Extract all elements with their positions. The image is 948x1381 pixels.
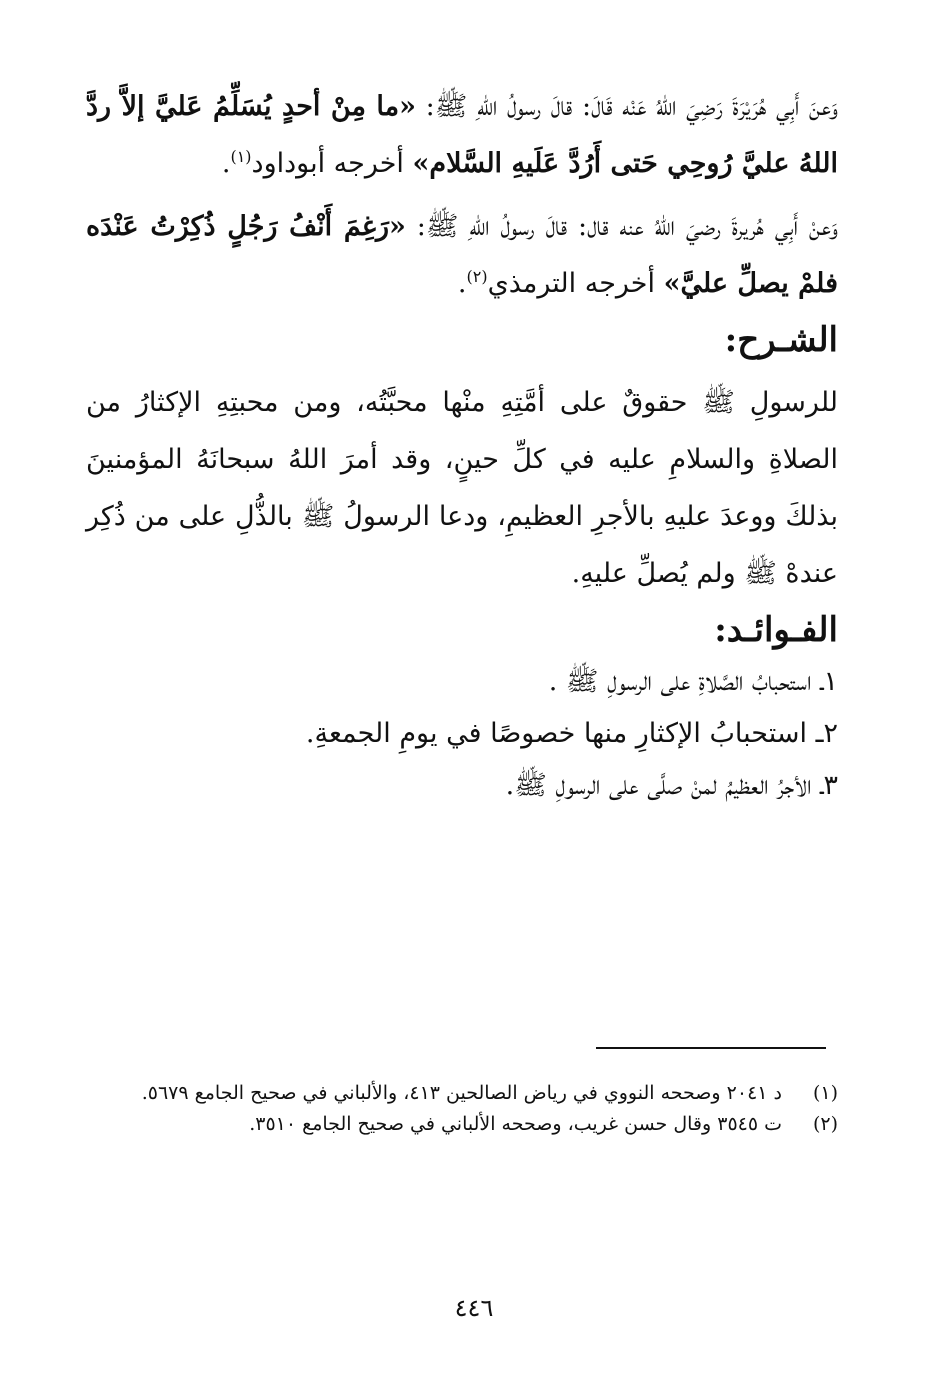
footnote-divider (596, 1047, 826, 1049)
benefits-heading: الفـوائـد: (714, 610, 838, 650)
benefit-item: ١ـ استحبابُ الصَّلاةِ على الرسولِ ﷺ . (548, 666, 838, 697)
footnote-ref-1: (١) (230, 147, 252, 166)
footnote-1 (92, 1078, 838, 1109)
benefit-item: ٣ـ الأجرُ العظيمُ لمنْ صلَّى على الرسولِ ﷺ. (505, 770, 838, 801)
hadith-1: وَعنَ أَبِي هُرَيْرَةَ رَضِيَ اللهُ عَنْه قَالَ: قالَ رسولُ اللهِ ﷺ: «ما مِنْ أحدٍ يُسَلِّمُ عَليَّ إلاَّ ردَّ اللهُ عليَّ رُوحِي حَتى أَرُدَّ عَلَيهِ السَّلام» أخرجه أبوداود$^{(١)}$. (86, 91, 838, 179)
footnote-text: ت ٣٥٤٥ وقال حسن غريب، وصححه الألباني في صحيح الجامع ٣٥١٠. (249, 1113, 782, 1135)
hadith-2-intro: وَعنْ أَبِي هُريرةَ رضيَ اللهُ عنه قال: قالَ رسولُ اللهِ ﷺ: (405, 211, 838, 242)
benefit-item: ٢ـ استحبابُ الإكثارِ منها خصوصًا في يومِ الجمعةِ. (305, 718, 838, 749)
footnote-2 (92, 1109, 838, 1140)
explanation-text: للرسولِ ﷺ حقوقٌ على أمَّتِهِ منْها محبَّتُه، ومن محبتِهِ الإكثارُ من الصلاةِ والسلامِ عليه في كلِّ حينٍ، وقد أمرَ اللهُ سبحانَهُ المؤمنينَ بذلكَ ووعدَ عليهِ بالأجرِ العظيمِ، ودعا الرسولُ ﷺ بالذُّلِ على من ذُكِر عندهْ ﷺ ولم يُصلِّ عليهِ. (86, 387, 838, 589)
hadith-1-intro: وَعنَ أَبِي هُرَيْرَةَ رَضِيَ اللهُ عَنْه قَالَ: قالَ رسولُ اللهِ ﷺ: (416, 91, 838, 122)
hadith-1-text: «ما مِنْ أحدٍ يُسَلِّمُ عَليَّ إلاَّ ردَّ اللهُ عليَّ رُوحِي حَتى أَرُدَّ عَلَيهِ السَّلام» (86, 91, 838, 179)
hadith-2-source: أخرجه الترمذي (487, 268, 664, 299)
hadith-2-text: «رَغِمَ أَنْفُ رَجُلٍ ذُكِرْتُ عَنْدَه فلمْ يصلِّ عليَّ» (86, 211, 838, 299)
explanation-heading: الشـرح: (724, 320, 838, 360)
footnote-number: (٢) (812, 1113, 838, 1135)
footnotes (92, 1078, 838, 1140)
hadith-1-source: أخرجه أبوداود (251, 148, 413, 179)
benefits-list (86, 656, 838, 812)
footnote-number: (١) (812, 1082, 838, 1104)
footnote-ref-2: (٢) (466, 267, 488, 286)
page-body (86, 78, 838, 812)
hadith-2: وَعنْ أَبِي هُريرةَ رضيَ اللهُ عنه قال: قالَ رسولُ اللهِ ﷺ: «رَغِمَ أَنْفُ رَجُلٍ ذُكِرْتُ عَنْدَه فلمْ يصلِّ عليَّ» أخرجه الترمذي$^{(٢)}$. (86, 211, 838, 299)
footnote-text: د ٢٠٤١ وصححه النووي في رياض الصالحين ٤١٣، والألباني في صحيح الجامع ٥٦٧٩. (141, 1082, 782, 1104)
page-number: ٤٤٦ (454, 1294, 494, 1322)
